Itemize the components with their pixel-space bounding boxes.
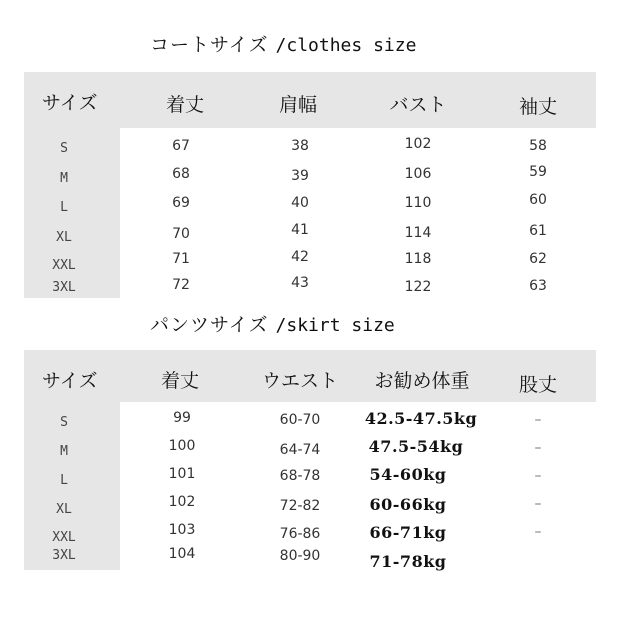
size-cell: L xyxy=(60,200,68,215)
coat-header-length: 着丈 xyxy=(165,94,205,116)
value-cell: 100 xyxy=(168,438,196,454)
size-cell: S xyxy=(60,141,68,156)
coat-size-title xyxy=(150,30,416,57)
value-cell: 69 xyxy=(172,195,190,211)
value-cell: – xyxy=(534,496,542,512)
value-cell: 43 xyxy=(291,275,309,291)
value-cell: 60 xyxy=(529,192,547,208)
value-cell: 110 xyxy=(404,195,432,211)
size-cell: L xyxy=(60,473,68,488)
value-cell: 63 xyxy=(529,278,547,294)
pants-header-weight: お勧め体重 xyxy=(374,370,470,392)
value-cell: 70 xyxy=(172,226,190,242)
size-cell: XXL xyxy=(52,530,76,545)
weight-cell: 54-60kg xyxy=(369,465,447,484)
coat-header-size: サイズ xyxy=(42,92,98,114)
size-cell: S xyxy=(60,415,68,430)
pants-size-table xyxy=(24,350,596,570)
pants-size-title xyxy=(150,310,395,337)
value-cell: 64-74 xyxy=(279,442,321,458)
size-cell: M xyxy=(60,171,68,186)
coat-header-sleeve: 袖丈 xyxy=(518,96,558,118)
pants-header-waist: ウエスト xyxy=(261,370,339,392)
value-cell: 72 xyxy=(172,277,190,293)
value-cell: 38 xyxy=(291,138,309,154)
value-cell: – xyxy=(534,440,542,456)
value-cell: 67 xyxy=(172,138,190,154)
value-cell: – xyxy=(534,468,542,484)
value-cell: 61 xyxy=(529,223,547,239)
value-cell: 72-82 xyxy=(279,498,321,514)
value-cell: 39 xyxy=(291,168,309,184)
size-cell: 3XL xyxy=(52,548,76,563)
value-cell: 42 xyxy=(291,249,309,265)
value-cell: 114 xyxy=(404,225,432,241)
pants-header-length: 着丈 xyxy=(160,370,200,392)
value-cell: 59 xyxy=(529,164,547,180)
pants-title-jp: パンツサイズ xyxy=(150,314,269,336)
pants-header-size: サイズ xyxy=(42,370,98,392)
value-cell: 122 xyxy=(404,279,432,295)
pants-title-en: /skirt size xyxy=(275,315,395,336)
coat-title-jp: コートサイズ xyxy=(150,34,269,56)
weight-cell: 71-78kg xyxy=(369,552,447,571)
value-cell: – xyxy=(534,524,542,540)
value-cell: 104 xyxy=(168,546,196,562)
value-cell: 102 xyxy=(404,136,432,152)
coat-header-bust: バスト xyxy=(389,94,447,116)
value-cell: 41 xyxy=(291,222,309,238)
value-cell: 101 xyxy=(168,466,196,482)
weight-cell: 60-66kg xyxy=(369,495,447,514)
size-cell: XL xyxy=(56,230,72,245)
pants-header-row xyxy=(24,350,596,402)
weight-cell: 42.5-47.5kg xyxy=(364,409,478,428)
value-cell: 103 xyxy=(168,522,196,538)
coat-header-shoulder: 肩幅 xyxy=(278,94,318,116)
coat-header-row xyxy=(24,72,596,128)
value-cell: 76-86 xyxy=(279,526,321,542)
value-cell: 68-78 xyxy=(279,468,321,484)
pants-header-rise: 股丈 xyxy=(518,374,558,396)
size-cell: XXL xyxy=(52,258,76,273)
coat-title-en: /clothes size xyxy=(275,35,417,56)
value-cell: 102 xyxy=(168,494,196,510)
value-cell: 60-70 xyxy=(279,412,321,428)
size-cell: M xyxy=(60,444,68,459)
value-cell: 106 xyxy=(404,166,432,182)
value-cell: 80-90 xyxy=(279,548,321,564)
value-cell: 40 xyxy=(291,195,309,211)
value-cell: 71 xyxy=(172,251,190,267)
value-cell: – xyxy=(534,412,542,428)
size-cell: 3XL xyxy=(52,280,76,295)
value-cell: 99 xyxy=(173,410,191,426)
value-cell: 58 xyxy=(529,138,547,154)
coat-size-table xyxy=(24,72,596,298)
size-cell: XL xyxy=(56,502,72,517)
weight-cell: 47.5-54kg xyxy=(368,437,464,456)
value-cell: 62 xyxy=(529,251,547,267)
weight-cell: 66-71kg xyxy=(369,523,447,542)
value-cell: 68 xyxy=(172,166,190,182)
value-cell: 118 xyxy=(404,251,432,267)
